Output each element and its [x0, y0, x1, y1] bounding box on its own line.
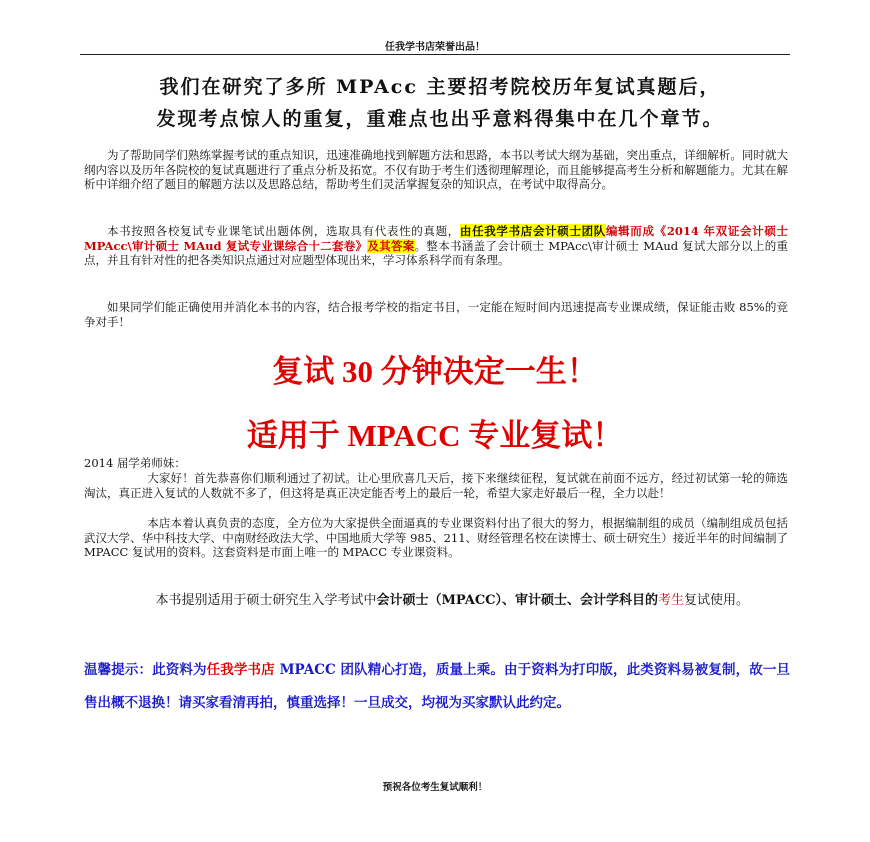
- headline-line-1: 我们在研究了多所 MPAcc 主要招考院校历年复试真题后，: [159, 76, 721, 98]
- page-footer: 预祝各位考生复试顺利！: [382, 782, 488, 793]
- letter-paragraph-1: 大家好！首先恭喜你们顺利通过了初试。让心里欣喜几天后，接下来继续征程，复试就在前面不远方，经过初试第一轮的筛选淘汰，真正进入复试的人数就不多了，但这将是真正决定能否考上的最后一轮，希望大家走好最后一程，全力以赴！: [84, 471, 788, 500]
- tip-store-name: 任我学书店: [206, 662, 275, 678]
- warm-tip-notice: [84, 654, 790, 720]
- letter-p3-text-d: 复试使用。: [684, 593, 750, 608]
- letter-paragraph-3: [84, 584, 788, 618]
- header-rule: [80, 54, 790, 55]
- slogan-1: 复试 30 分钟决定一生！: [272, 354, 598, 389]
- intro-paragraph-1: 为了帮助同学们熟练掌握考试的重点知识，迅速准确地找到解题方法和思路，本书以考试大纲为基础，突出重点，详细解析。同时就大纲内容以及历年各院校的复试真题进行了重点分析及拓宽。不仅有助于考生们透彻理解理论，而且能够提高考生分析和解题能力。尤其在解析中详细介绍了题目的解题方法以及思路总结，帮助考生们灵活掌握复杂的知识点，在考试中取得高分。: [84, 148, 788, 192]
- letter-salutation: 2014 届学弟师妹：: [84, 456, 186, 470]
- tip-text-a: 温馨提示：此资料为: [84, 662, 207, 678]
- letter-paragraph-2: 本店本着认真负责的态度，全方位为大家提供全面逼真的专业课资料付出了很大的努力，根据编制组的成员（编制组成员包括武汉大学、华中科技大学、中南财经政法大学、中国地质大学等 985、211、财经管理名校在读博士、硕士研究生）接近半年的时间编制了 MPACC 复试用的资料。这套资料是市面上唯一的 MPACC 专业课资料。: [84, 516, 788, 560]
- letter-p3-candidate: 考生: [658, 593, 685, 608]
- intro-p2-highlight-answers: 及其答案: [367, 238, 415, 253]
- intro-p2-highlight: 由任我学书店会计硕士团队: [459, 224, 606, 238]
- intro-p2-book-title: 编辑而成《2014 年双证会计硕士 MPAcc\审计硕士 MAud 复试专业课综合十二套卷》: [84, 224, 789, 253]
- letter-p3-text-a: 本书提别适用于硕士研究生入学考试中: [155, 593, 377, 608]
- intro-p2-text-b: 。整本书涵盖了会计硕士 MPAcc\审计硕士 MAud 复试大部分以上的重点，并且有针对性的把各类知识点通过对应题型体现出来，学习体系科学而有条理。: [84, 238, 788, 268]
- letter-p3-bold: 会计硕士（MPACC）、审计硕士、会计学科目的: [376, 593, 659, 608]
- intro-p2-text-a: 本书按照各校复试专业课笔试出题体例，选取具有代表性的真题，: [107, 224, 460, 238]
- headline-line-2: 发现考点惊人的重复，重难点也出乎意料得集中在几个章节。: [156, 108, 724, 130]
- intro-paragraph-2: [84, 224, 788, 268]
- intro-paragraph-3: 如果同学们能正确使用并消化本书的内容，结合报考学校的指定书目，一定能在短时间内迅速提高专业课成绩，保证能击败 85%的竞争对手！: [84, 300, 788, 329]
- slogan-2: 适用于 MPACC 专业复试！: [246, 418, 624, 453]
- tip-text-c: MPACC 团队精心打造，质量上乘。由于资料为打印版，此类资料易被复制，故一旦售出概不退换！请买家看清再拍，慎重选择！一旦成交，均视为买家默认此约定。: [84, 662, 791, 711]
- page-header: 任我学书店荣誉出品！: [385, 42, 485, 53]
